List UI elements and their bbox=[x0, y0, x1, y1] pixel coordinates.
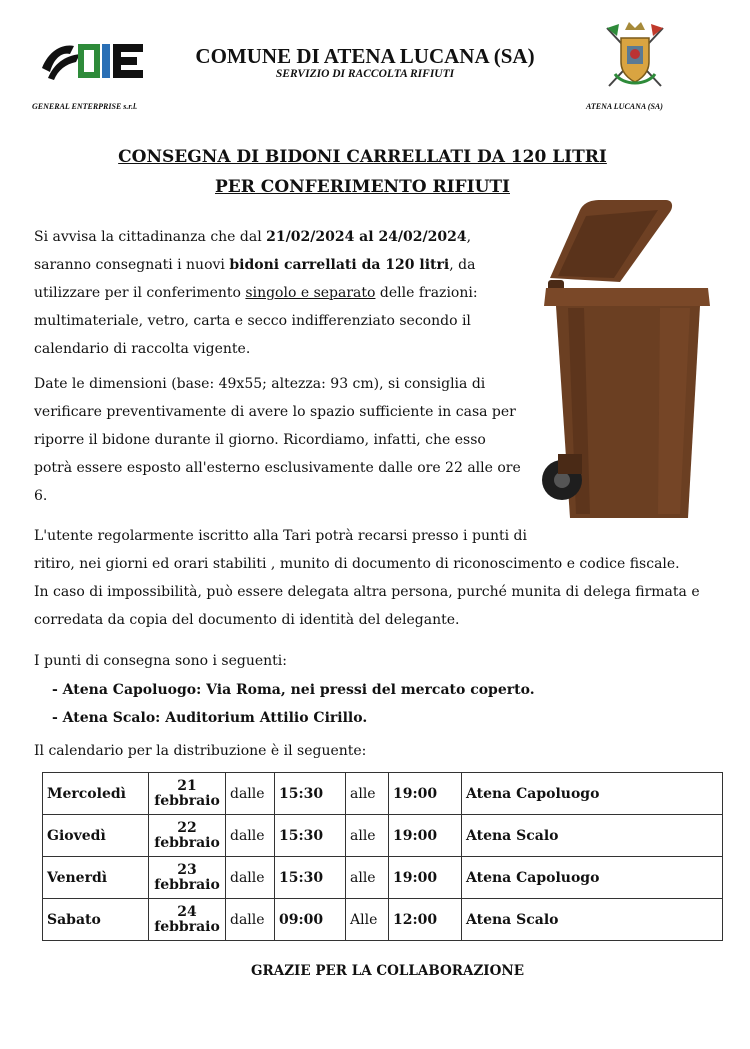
distribution-dates: 21/02/2024 al 24/02/2024 bbox=[266, 229, 467, 245]
row-date-month: febbraio bbox=[154, 918, 220, 935]
row-to-label: alle bbox=[346, 857, 389, 899]
row-date bbox=[149, 857, 226, 899]
thanks-footer: GRAZIE PER LA COLLABORAZIONE bbox=[250, 963, 525, 979]
table-row bbox=[43, 899, 723, 941]
row-date bbox=[149, 899, 226, 941]
row-location: Atena Capoluogo bbox=[462, 773, 723, 815]
notice-heading-line1: CONSEGNA DI BIDONI CARRELLATI DA 120 LITRI bbox=[118, 147, 607, 167]
row-end-time: 19:00 bbox=[389, 773, 462, 815]
row-day: Mercoledì bbox=[43, 773, 149, 815]
row-start-time: 09:00 bbox=[275, 899, 346, 941]
brown-wheelie-bin-icon bbox=[540, 196, 715, 526]
company-label: GENERAL ENTERPRISE s.r.l. bbox=[32, 102, 138, 111]
list-item: - Atena Scalo: Auditorium Attilio Cirillo. bbox=[52, 710, 368, 726]
row-start-time: 15:30 bbox=[275, 857, 346, 899]
row-day: Sabato bbox=[43, 899, 149, 941]
row-date-month: febbraio bbox=[154, 792, 220, 809]
row-date-number: 21 bbox=[177, 777, 197, 794]
table-row bbox=[43, 773, 723, 815]
town-label: ATENA LUCANA (SA) bbox=[586, 102, 663, 111]
row-end-time: 19:00 bbox=[389, 857, 462, 899]
row-from-label: dalle bbox=[226, 899, 275, 941]
row-date bbox=[149, 773, 226, 815]
row-from-label: dalle bbox=[226, 857, 275, 899]
row-date-number: 22 bbox=[177, 819, 197, 836]
row-date-month: febbraio bbox=[154, 834, 220, 851]
row-end-time: 12:00 bbox=[389, 899, 462, 941]
row-date bbox=[149, 815, 226, 857]
row-location: Atena Capoluogo bbox=[462, 857, 723, 899]
row-date-number: 24 bbox=[177, 903, 197, 920]
list-item: - Atena Capoluogo: Via Roma, nei pressi del mercato coperto. bbox=[52, 682, 535, 698]
row-to-label: Alle bbox=[346, 899, 389, 941]
bin-type: bidoni carrellati da 120 litri bbox=[229, 257, 450, 273]
table-row bbox=[43, 857, 723, 899]
calendar-intro: Il calendario per la distribuzione è il seguente: bbox=[34, 743, 367, 759]
row-date-number: 23 bbox=[177, 861, 197, 878]
table-row bbox=[43, 815, 723, 857]
row-day: Giovedì bbox=[43, 815, 149, 857]
delivery-points-list bbox=[52, 676, 535, 732]
dimensions-paragraph: Date le dimensioni (base: 49x55; altezza: 93 cm), si consiglia di verificare preventivamente di avere lo spazio sufficiente in casa per riporre il bidone durante il giorno. Ricordiamo, infatti, che esso potrà essere esposto all'esterno esclusivamente dalle ore 22 alle ore 6. bbox=[34, 376, 521, 504]
page-title: COMUNE DI ATENA LUCANA (SA) bbox=[195, 44, 535, 68]
row-from-label: dalle bbox=[226, 773, 275, 815]
row-location: Atena Scalo bbox=[462, 899, 723, 941]
row-from-label: dalle bbox=[226, 815, 275, 857]
points-intro: I punti di consegna sono i seguenti: bbox=[34, 653, 287, 669]
pickup-rules-paragraph: L'utente regolarmente iscritto alla Tari potrà recarsi presso i punti di ritiro, nei giorni ed orari stabiliti , munito di documento di riconoscimento e codice fiscale. In caso di impossibilità, può essere delegata altra persona, purché munita di delega firmata e corredata da copia del documento di identità del delegante. bbox=[34, 528, 700, 628]
row-start-time: 15:30 bbox=[275, 815, 346, 857]
municipal-crest-icon bbox=[603, 16, 667, 92]
row-location: Atena Scalo bbox=[462, 815, 723, 857]
general-enterprise-logo-icon bbox=[40, 38, 152, 84]
distribution-calendar-table bbox=[42, 772, 723, 941]
notice-heading-line2: PER CONFERIMENTO RIFIUTI bbox=[215, 177, 510, 197]
row-to-label: alle bbox=[346, 815, 389, 857]
page-subtitle: SERVIZIO DI RACCOLTA RIFIUTI bbox=[275, 68, 455, 80]
row-day: Venerdì bbox=[43, 857, 149, 899]
row-to-label: alle bbox=[346, 773, 389, 815]
intro-paragraph: Si avvisa la cittadinanza che dal 21/02/2024 al 24/02/2024, saranno consegnati i nuovi bidoni carrellati da 120 litri, da utilizzare per il conferimento singolo e separato delle frazioni: multimateriale, vetro, carta e secco indifferenziato secondo il calendario di raccolta vigente. bbox=[34, 229, 478, 357]
row-date-month: febbraio bbox=[154, 876, 220, 893]
row-start-time: 15:30 bbox=[275, 773, 346, 815]
row-end-time: 19:00 bbox=[389, 815, 462, 857]
